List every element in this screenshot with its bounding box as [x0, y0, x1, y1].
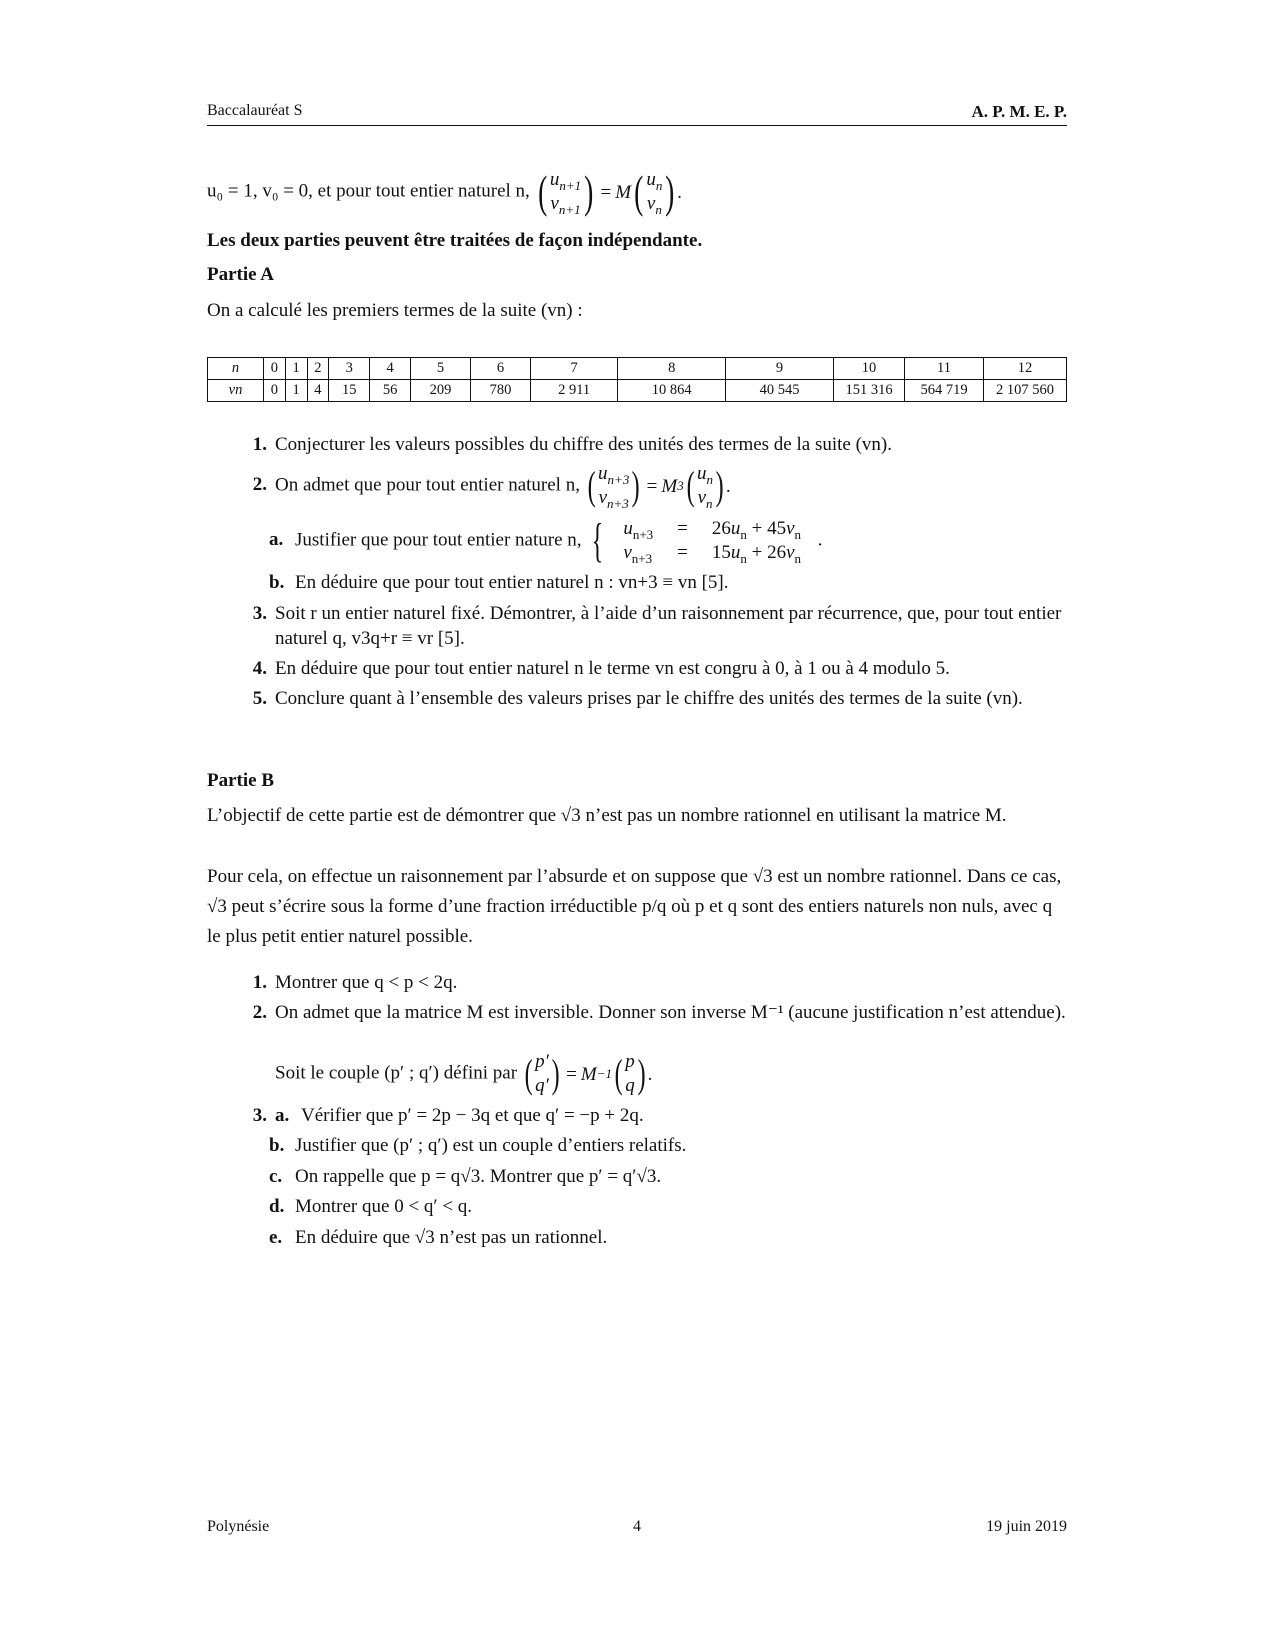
header-rule	[207, 125, 1067, 126]
partB-q3d: d. Montrer que 0 < q′ < q.	[269, 1196, 473, 1217]
table-cell: 1	[285, 358, 307, 380]
header-left: Baccalauréat S	[207, 102, 303, 119]
table-cell: 56	[370, 380, 411, 402]
table-cell: 10	[834, 358, 905, 380]
table-cell: 2 911	[531, 380, 618, 402]
table-cell: 8	[618, 358, 726, 380]
table-cell: 2	[307, 358, 329, 380]
table-cell: 1	[285, 380, 307, 402]
table-cell: 780	[471, 380, 531, 402]
table-cell: 7	[531, 358, 618, 380]
table-header-n: n	[208, 358, 264, 380]
intro-line	[207, 168, 1067, 216]
page-footer	[207, 1518, 1067, 1536]
partB-p2: Pour cela, on effectue un raisonnement par l’absurde et on suppose que √3 est un nombre rationnel. Dans ce cas, √3 peut s’écrire sous la forme d’une fraction irréductible p/q où p et q sont des entiers naturels non nuls, avec q le plus petit entier naturel possible.	[207, 866, 1062, 947]
partA-q3: 3. Soit r un entier naturel fixé. Démontrer, à l’aide d’un raisonnement par récurrence, que, pour tout entier naturel q, v3q+r ≡ vr [5].	[252, 603, 1062, 649]
inverse-matrix-equation: ( p′ q′ ) = M −1 ( p q ) .	[524, 1051, 653, 1096]
partA-q5: 5. Conclure quant à l’ensemble des valeurs prises par le chiffre des unités des termes de la suite (vn).	[252, 688, 1023, 709]
table-cell: 9	[726, 358, 834, 380]
table-cell: 3	[329, 358, 370, 380]
table-cell: 2 107 560	[984, 380, 1067, 402]
partB-q3b: b. Justifier que (p′ ; q′) est un couple d’entiers relatifs.	[269, 1135, 687, 1156]
partA-q2: 2. On admet que pour tout entier naturel n, ( $u_{n+3}$ $v_{n+3}$ ) = M 3 ( $u_n$ $v_n$ ) .	[252, 463, 732, 511]
table-cell: 564 719	[905, 380, 984, 402]
footer-date: 19 juin 2019	[986, 1518, 1068, 1535]
table-row-n	[208, 358, 1067, 380]
partB-q1: 1. Montrer que q < p < 2q.	[252, 972, 458, 993]
partA-q1: 1. Conjecturer les valeurs possibles du chiffre des unités des termes de la suite (vn).	[252, 434, 892, 455]
table-cell: 10 864	[618, 380, 726, 402]
values-table	[207, 357, 1067, 402]
partA-q2a: a. Justifier que pour tout entier nature n, { $u_{n+3}$ = $26u_n + 45v_n$ $v_{n+3}$ = $15u_n + 26v_n$ .	[269, 514, 823, 567]
partB-p1: L’objectif de cette partie est de démontrer que √3 n’est pas un nombre rationnel en utilisant la matrice M.	[207, 805, 1007, 826]
page-header	[207, 102, 1067, 122]
matrix-cube-equation: ( $u_{n+3}$ $v_{n+3}$ ) = M 3 ( $u_n$ $v_n$ ) .	[587, 463, 732, 511]
table-cell: 15	[329, 380, 370, 402]
partB-q3c: c. On rappelle que p = q√3. Montrer que p′ = q′√3.	[269, 1166, 662, 1187]
table-cell: 0	[264, 380, 286, 402]
intro-text: u₀ = 1, v₀ = 0, et pour tout entier naturel n,	[207, 180, 530, 202]
partB-q3a: 3. a. Vérifier que p′ = 2p − 3q et que q′ = −p + 2q.	[252, 1105, 644, 1126]
table-cell: 209	[411, 380, 471, 402]
footer-left: Polynésie	[207, 1518, 270, 1535]
independent-note: Les deux parties peuvent être traitées de façon indépendante.	[207, 230, 703, 251]
partA-intro: On a calculé les premiers termes de la suite (vn) :	[207, 300, 583, 321]
table-cell: 4	[307, 380, 329, 402]
partB-q2: 2. On admet que la matrice M est inversible. Donner son inverse M⁻¹ (aucune justification n’est attendue).	[252, 1002, 1066, 1023]
partB-title: Partie B	[207, 770, 275, 791]
system-equations: { $u_{n+3}$ = $26u_n + 45v_n$ $v_{n+3}$ = $15u_n + 26v_n$	[592, 514, 802, 567]
partB-q2-couple: Soit le couple (p′ ; q′) défini par ( p′ q′ ) = M −1 ( p q ) .	[275, 1051, 653, 1096]
table-cell: 40 545	[726, 380, 834, 402]
table-cell: 11	[905, 358, 984, 380]
table-cell: 0	[264, 358, 286, 380]
header-right: A. P. M. E. P.	[971, 102, 1067, 121]
matrix-equation: ( $u_{n+1}$ $v_{n+1}$ ) = M ( $u_n$ $v_n$ ) .	[537, 166, 683, 217]
table-cell: 12	[984, 358, 1067, 380]
table-row-v	[208, 380, 1067, 402]
partA-title: Partie A	[207, 264, 275, 285]
footer-page-number: 4	[633, 1518, 641, 1535]
partA-q4: 4. En déduire que pour tout entier naturel n le terme vn est congru à 0, à 1 ou à 4 modulo 5.	[252, 658, 950, 679]
table-cell: 151 316	[834, 380, 905, 402]
table-cell: 5	[411, 358, 471, 380]
partA-q2b: b. En déduire que pour tout entier naturel n : vn+3 ≡ vn [5].	[269, 572, 729, 593]
partB-q3e: e. En déduire que √3 n’est pas un rationnel.	[269, 1227, 608, 1248]
table-cell: 6	[471, 358, 531, 380]
table-cell: 4	[370, 358, 411, 380]
table-header-v: vn	[208, 380, 264, 402]
